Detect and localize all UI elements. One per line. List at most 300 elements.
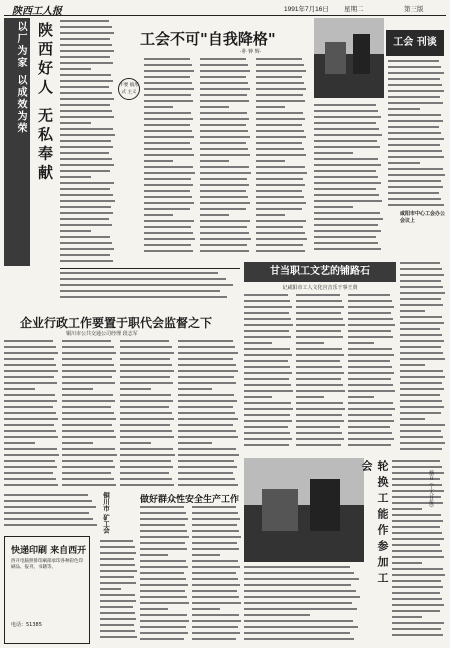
text-line [144, 124, 190, 126]
text-line [244, 360, 288, 362]
text-line [178, 448, 236, 450]
text-line [388, 162, 420, 164]
text-line [120, 364, 172, 366]
text-line [140, 614, 187, 616]
text-line [244, 572, 354, 574]
text-line [388, 144, 440, 146]
text-line [144, 160, 173, 162]
text-line [256, 148, 304, 150]
text-line [244, 602, 352, 604]
text-line [4, 472, 53, 474]
bottom-col1 [140, 506, 190, 644]
text-line [144, 88, 194, 90]
right-vertical-subtitle: 摘自《工人日报》 [428, 470, 434, 510]
text-line [140, 554, 168, 556]
text-line [388, 60, 439, 62]
text-line [192, 626, 238, 628]
text-line [256, 100, 305, 102]
text-line [140, 506, 184, 508]
text-line [388, 120, 443, 122]
text-line [200, 172, 251, 174]
text-line [178, 394, 234, 396]
text-line [296, 372, 344, 374]
text-line [140, 518, 188, 520]
text-line [178, 454, 239, 456]
text-line [4, 436, 58, 438]
text-line [392, 520, 443, 522]
text-line [256, 184, 305, 186]
text-line [144, 100, 193, 102]
text-line [314, 158, 378, 160]
text-line [400, 370, 443, 372]
text-line [100, 540, 133, 542]
text-line [400, 394, 440, 396]
text-line [4, 340, 53, 342]
text-line [192, 512, 238, 514]
text-line [4, 524, 97, 526]
text-line [178, 358, 233, 360]
text-line [140, 596, 187, 598]
text-line [244, 614, 310, 616]
text-line [348, 330, 391, 332]
mid-article-col1 [244, 294, 294, 454]
text-line [244, 306, 292, 308]
text-line [120, 382, 173, 384]
text-line [200, 124, 246, 126]
text-line [140, 548, 187, 550]
text-line [100, 558, 134, 560]
divider-rule [60, 268, 240, 269]
text-line [192, 602, 241, 604]
text-line [192, 560, 238, 562]
text-line [400, 298, 441, 300]
text-line [388, 108, 420, 110]
text-line [178, 430, 236, 432]
text-line [348, 390, 395, 392]
text-line [296, 336, 343, 338]
issue-page-number: 第三版 [404, 6, 424, 13]
text-line [144, 184, 193, 186]
text-line [60, 176, 91, 178]
text-line [256, 94, 303, 96]
text-line [200, 232, 249, 234]
text-line [60, 86, 109, 88]
text-line [140, 542, 185, 544]
text-line [314, 170, 376, 172]
main-byline: ·朴 钟 辉· [240, 49, 262, 55]
text-line [144, 94, 191, 96]
text-line [62, 388, 93, 390]
text-line [144, 118, 193, 120]
text-line [200, 94, 247, 96]
text-line [200, 88, 250, 90]
text-line [4, 460, 55, 462]
text-line [178, 340, 233, 342]
text-line [392, 508, 422, 510]
text-line [392, 574, 445, 576]
text-line [60, 98, 114, 100]
text-line [100, 612, 135, 614]
text-line [244, 626, 358, 628]
text-line [244, 402, 291, 404]
text-line [62, 382, 115, 384]
text-line [144, 136, 194, 138]
mid-banner-subtitle: 记咸阳市工人文化宫音乐干事王贤 [282, 285, 358, 291]
text-line [140, 512, 186, 514]
text-line [244, 408, 293, 410]
text-line [256, 220, 306, 222]
text-line [392, 460, 440, 462]
text-line [62, 448, 115, 450]
text-line [388, 114, 441, 116]
text-line [348, 396, 374, 398]
text-line [256, 82, 304, 84]
text-line [192, 548, 239, 550]
text-line [60, 140, 111, 142]
text-line [178, 376, 234, 378]
text-line [348, 348, 392, 350]
text-line [200, 148, 248, 150]
text-line [244, 390, 293, 392]
text-line [348, 324, 395, 326]
text-line [120, 448, 173, 450]
text-line [296, 306, 344, 308]
text-line [120, 370, 174, 372]
text-line [60, 194, 113, 196]
text-line [244, 300, 290, 302]
text-line [140, 560, 186, 562]
text-line [200, 136, 250, 138]
text-line [144, 244, 191, 246]
text-line [314, 248, 381, 250]
text-line [400, 358, 445, 360]
text-line [348, 360, 390, 362]
text-line [388, 78, 440, 80]
text-line [400, 292, 445, 294]
text-line [4, 406, 53, 408]
text-line [244, 444, 289, 446]
text-line [392, 568, 443, 570]
text-line [348, 378, 391, 380]
left-vertical-title: 陕西好人 无私奉献 [36, 22, 54, 184]
text-line [392, 472, 444, 474]
text-line [60, 44, 112, 46]
text-line [296, 438, 344, 440]
right-column-text [388, 60, 446, 210]
text-line [200, 100, 249, 102]
main-article-col2 [200, 58, 252, 258]
text-line [100, 552, 136, 554]
text-line [144, 196, 192, 198]
text-line [392, 622, 444, 624]
text-line [392, 514, 441, 516]
text-line [348, 354, 394, 356]
text-line [4, 484, 58, 486]
text-line [244, 366, 290, 368]
text-line [200, 82, 248, 84]
text-line [296, 402, 343, 404]
text-line [314, 122, 376, 124]
text-line [144, 208, 190, 210]
text-line [200, 64, 248, 66]
text-line [392, 538, 444, 540]
text-line [192, 614, 239, 616]
text-line [100, 546, 135, 548]
text-line [296, 414, 342, 416]
masthead [4, 2, 446, 16]
text-line [256, 112, 303, 114]
text-line [388, 156, 444, 158]
text-line [178, 346, 235, 348]
text-line [244, 318, 291, 320]
text-line [60, 212, 113, 214]
text-line [400, 412, 441, 414]
text-line [388, 126, 439, 128]
text-line [256, 154, 306, 156]
text-line [200, 202, 250, 204]
text-line [140, 638, 184, 640]
text-line [62, 436, 116, 438]
text-line [60, 284, 233, 286]
text-line [392, 490, 444, 492]
text-line [144, 154, 194, 156]
text-line [200, 178, 247, 180]
text-line [200, 154, 250, 156]
text-line [120, 358, 170, 360]
text-line [400, 352, 443, 354]
text-line [62, 352, 116, 354]
text-line [388, 186, 443, 188]
text-line [200, 142, 246, 144]
text-line [144, 202, 194, 204]
left2-byline: 铜川市公共交通公司经理 段志军 [66, 331, 138, 337]
text-line [62, 376, 112, 378]
text-line [392, 502, 443, 504]
text-line [244, 632, 350, 634]
text-line [62, 430, 114, 432]
text-line [400, 388, 444, 390]
issue-weekday: 星期二 [344, 6, 364, 13]
text-line [4, 518, 93, 520]
text-line [144, 232, 193, 234]
text-line [388, 180, 441, 182]
text-line [296, 420, 344, 422]
text-line [178, 382, 236, 384]
text-line [314, 110, 378, 112]
text-line [100, 594, 135, 596]
text-line [192, 620, 241, 622]
text-line [60, 230, 91, 232]
text-line [140, 530, 187, 532]
text-line [392, 628, 441, 630]
text-line [244, 372, 292, 374]
text-line [244, 566, 350, 568]
text-line [388, 168, 443, 170]
text-line [392, 466, 442, 468]
text-line [4, 454, 59, 456]
text-line [348, 336, 393, 338]
text-line [192, 578, 238, 580]
text-line [4, 388, 35, 390]
text-line [256, 136, 306, 138]
text-line [244, 420, 292, 422]
text-line [200, 220, 250, 222]
text-line [314, 224, 378, 226]
text-line [244, 620, 353, 622]
text-line [178, 466, 237, 468]
ad-phone: 电话：51385 [11, 622, 42, 628]
text-line [144, 172, 195, 174]
text-line [60, 128, 113, 130]
text-line [100, 600, 136, 602]
text-line [244, 330, 289, 332]
mid-article-col3 [348, 294, 396, 454]
text-line [256, 172, 307, 174]
text-line [60, 290, 220, 292]
text-line [200, 214, 229, 216]
text-line [62, 442, 93, 444]
text-line [178, 418, 238, 420]
text-line [120, 376, 170, 378]
text-line [348, 402, 393, 404]
text-line [400, 442, 445, 444]
text-line [314, 200, 382, 202]
text-line [256, 70, 306, 72]
text-line [200, 226, 247, 228]
text-line [392, 580, 441, 582]
text-line [144, 238, 195, 240]
text-line [256, 244, 303, 246]
text-line [192, 632, 240, 634]
bottom-col2 [192, 506, 242, 644]
text-line [60, 74, 111, 76]
text-line [62, 358, 112, 360]
text-line [62, 454, 117, 456]
text-line [4, 442, 35, 444]
text-line [314, 188, 376, 190]
text-line [400, 316, 442, 318]
text-line [400, 310, 425, 312]
text-line [144, 214, 173, 216]
text-line [400, 334, 442, 336]
text-line [244, 584, 351, 586]
text-line [256, 166, 305, 168]
text-line [4, 346, 56, 348]
text-line [60, 296, 227, 298]
text-line [244, 378, 289, 380]
text-line [140, 626, 186, 628]
text-line [120, 466, 173, 468]
text-line [256, 64, 304, 66]
text-line [392, 616, 422, 618]
text-line [348, 408, 395, 410]
text-line [100, 624, 134, 626]
text-line [140, 608, 168, 610]
text-line [120, 436, 174, 438]
text-line [388, 192, 439, 194]
text-line [256, 160, 285, 162]
text-line [348, 312, 391, 314]
text-line [60, 20, 109, 22]
text-line [4, 418, 58, 420]
text-line [140, 536, 189, 538]
ad-box [4, 536, 90, 644]
text-line [200, 130, 248, 132]
text-line [256, 106, 285, 108]
text-line [62, 424, 112, 426]
text-line [120, 406, 169, 408]
text-line [388, 150, 442, 152]
text-line [388, 174, 445, 176]
text-line [244, 348, 290, 350]
text-line [296, 396, 324, 398]
text-line [140, 620, 189, 622]
text-line [256, 76, 302, 78]
text-line [4, 364, 56, 366]
right-column-text-2 [400, 262, 446, 454]
text-line [244, 432, 290, 434]
text-line [400, 280, 441, 282]
text-line [296, 366, 342, 368]
text-line [192, 506, 236, 508]
text-line [244, 384, 291, 386]
text-line [120, 388, 151, 390]
text-line [60, 200, 115, 202]
text-line [120, 478, 172, 480]
text-line [392, 556, 444, 558]
text-line [192, 518, 240, 520]
text-line [60, 206, 111, 208]
text-line [200, 244, 247, 246]
text-line [200, 112, 247, 114]
text-line [314, 242, 378, 244]
text-line [60, 224, 112, 226]
text-line [4, 376, 54, 378]
text-line [144, 58, 190, 60]
text-line [244, 596, 360, 598]
text-line [4, 352, 58, 354]
text-line [60, 236, 110, 238]
text-line [296, 318, 343, 320]
text-line [4, 448, 57, 450]
main-headline: 工会不可"自我降格" [140, 30, 276, 48]
text-line [400, 376, 445, 378]
text-line [400, 328, 440, 330]
text-line [256, 208, 302, 210]
photo-caption-text [314, 104, 384, 254]
text-line [60, 68, 91, 70]
main-article-col3 [256, 58, 308, 258]
text-line [296, 348, 342, 350]
text-line [62, 400, 115, 402]
text-line [62, 364, 114, 366]
text-line [244, 354, 292, 356]
left2-headline: 企业行政工作要置于职代会监督之下 [20, 316, 213, 330]
text-line [314, 230, 381, 232]
text-line [400, 418, 425, 420]
text-line [144, 142, 190, 144]
text-line [392, 562, 422, 564]
text-line [4, 394, 55, 396]
text-line [392, 592, 440, 594]
text-line [62, 472, 111, 474]
text-line [296, 432, 342, 434]
bottom-left-text [4, 494, 100, 532]
text-line [200, 106, 229, 108]
text-line [4, 494, 88, 496]
text-line [62, 418, 116, 420]
text-line [120, 418, 174, 420]
